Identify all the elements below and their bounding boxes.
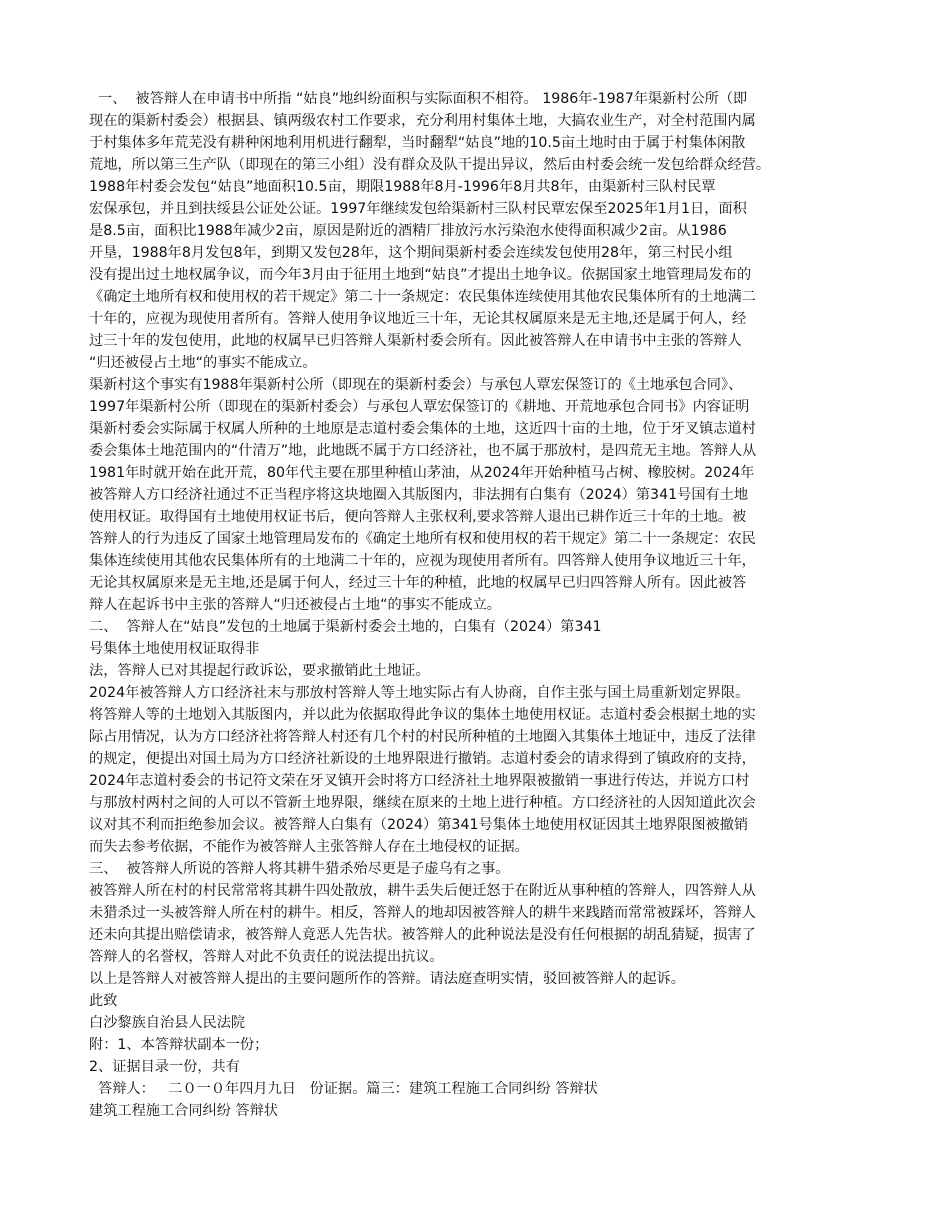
text-line: 辩人在起诉书中主张的答辩人“归还被侵占土地“的事实不能成立。 — [89, 597, 501, 613]
text-line: 而失去参考依据，不能作为被答辩人主张答辩人存在土地侵权的证据。 — [89, 839, 529, 855]
text-line: 将答辩人等的土地划入其版图内，并以此为依据取得此争议的集体土地使用权证。志道村委会根据土地的实 — [89, 707, 756, 723]
text-line: 被答辩人方口经济社通过不正当程序将这块地圈入其版图内，非法拥有白集有（2024）第341号国有土地 — [89, 487, 749, 503]
attachment-line: 附：1、本答辩状副本一份； — [89, 1037, 269, 1053]
attachment-line: 2、证据目录一份，共有 — [89, 1059, 240, 1075]
text-line: 以上是答辩人对被答辩人提出的主要问题所作的答辩。请法庭查明实情，驳回被答辩人的起诉。 — [89, 971, 685, 987]
text-line: 渠新村委会实际属于权属人所种的土地原是志道村委会集体的土地，这近四十亩的土地，位于牙叉镇志道村 — [89, 421, 756, 437]
text-line: 十年的，应视为现使用者所有。答辩人使用争议地近三十年，无论其权属原来是无主地,还是属于何人，经 — [89, 311, 747, 327]
text-line: 未猎杀过一头被答辩人所在村的耕牛。相反，答辩人的地却因被答辩人的耕牛来践踏而常常被踩坏，答辩人 — [89, 905, 756, 921]
text-line: 际占用情况，认为方口经济社将答辩人村还有几个村的村民所种植的土地圈入其集体土地证中，违反了法律 — [89, 729, 756, 745]
text-line: 宏保承包，并且到扶绥县公证处公证。1997年继续发包给渠新村三队村民覃宏保至2025年1月1日，面积 — [89, 201, 747, 217]
text-line: 建筑工程施工合同纠纷 答辩状 — [89, 1103, 278, 1119]
text-line: 使用权证。取得国有土地使用权证书后，便向答辩人主张权利,要求答辩人退出已耕作近三十年的土地。被 — [89, 509, 747, 525]
text-line: 被答辩人所在村的村民常常将其耕牛四处散放，耕牛丢失后便迁怒于在附近从事种植的答辩人，四答辩人从 — [89, 883, 756, 899]
text-line: 现在的渠新村委会）根据县、镇两级农村工作要求，充分利用村集体土地，大搞农业生产，对全村范围内属 — [89, 113, 756, 129]
text-line: “归还被侵占土地“的事实不能成立。 — [89, 355, 317, 371]
text-line: 的规定，便提出对国土局为方口经济社新设的土地界限进行撤销。志道村委会的请求得到了镇政府的支持， — [89, 751, 756, 767]
text-line: 一、 被答辩人在申请书中所指 “姑良”地纠纷面积与实际面积不相符。 1986年-1987年渠新村公所（即 — [89, 91, 748, 107]
text-line: 2024年志道村委会的书记符文荣在牙叉镇开会时将方口经济社土地界限被撤销一事进行传达，并说方口村 — [89, 773, 750, 789]
text-line: 于村集体多年荒芜没有耕种闲地利用机进行翻犁，当时翻犁“姑良”地的10.5亩土地时由于属于村集体闲散 — [89, 135, 746, 151]
text-line: 法，答辩人已对其提起行政诉讼，要求撤销此土地证。 — [89, 663, 430, 679]
text-line: 2024年被答辩人方口经济社末与那放村答辩人等土地实际占有人协商，自作主张与国土局重新划定界限。 — [89, 685, 750, 701]
text-line: 与那放村两村之间的人可以不管新土地界限，继续在原来的土地上进行种植。方口经济社的人因知道此次会 — [89, 795, 756, 811]
section-heading: 三、 被答辩人所说的答辩人将其耕牛猎杀殆尽更是子虚乌有之事。 — [89, 861, 510, 877]
text-line: 是8.5亩，面积比1988年减少2亩，原因是附近的酒精厂排放污水污染泡水使得面积减少2亩。从1986 — [89, 223, 727, 239]
text-line: 还未向其提出赔偿请求，被答辩人竟恶人先告状。被答辩人的此种说法是没有任何根据的胡乱猜疑，损害了 — [89, 927, 756, 943]
text-line: 荒地，所以第三生产队（即现在的第三小组）没有群众及队干提出异议，然后由村委会统一发包给群众经营。 — [89, 157, 771, 173]
text-line: 委会集体土地范围内的“什清万”地，此地既不属于方口经济社，也不属于那放村，是四荒无主地。答辩人从 — [89, 443, 757, 459]
closing-salutation: 此致 — [89, 993, 118, 1009]
text-line: 开垦，1988年8月发包8年，到期又发包28年，这个期间渠新村委会连续发包使用28年，第三村民小组 — [89, 245, 733, 261]
text-line: 集体连续使用其他农民集体所有的土地满二十年的，应视为现使用者所有。四答辩人使用争议地近三十年， — [89, 553, 756, 569]
text-line: 答辩人的行为违反了国家土地管理局发布的《确定土地所有权和使用权的若干规定》第二十一条规定：农民 — [89, 531, 756, 547]
text-line: 1997年渠新村公所（即现在的渠新村委会）与承包人覃宏保签订的《耕地、开荒地承包合同书》内容证明 — [89, 399, 750, 415]
text-line: 渠新村这个事实有1988年渠新村公所（即现在的渠新村委会）与承包人覃宏保签订的《土地承包合同》、 — [89, 377, 743, 393]
text-line: 无论其权属原来是无主地,还是属于何人，经过三十年的种植，此地的权属早已归四答辩人所有。因此被答 — [89, 575, 747, 591]
text-line: 没有提出过土地权属争议，而今年3月由于征用土地到“姑良”才提出土地争议。依据国家土地管理局发布的 — [89, 267, 752, 283]
text-line: 1988年村委会发包“姑良”地面积10.5亩，期限1988年8月-1996年8月共8年，由渠新村三队村民覃 — [89, 179, 716, 195]
text-line: 议对其不利而拒绝参加会议。被答辩人白集有（2024）第341号集体土地使用权证因其土地界限图被撤销 — [89, 817, 749, 833]
document-body — [89, 88, 869, 1122]
text-line: 1981年时就开始在此开荒，80年代主要在那里种植山茅油，从2024年开始种植马占树、橡胶树。2024年 — [89, 465, 755, 481]
signature-line: 答辩人： 二０一０年四月九日 份证据。篇三：建筑工程施工合同纠纷 答辩状 — [89, 1081, 598, 1097]
text-line: 答辩人的名誉权，答辩人对此不负责任的说法提出抗议。 — [89, 949, 444, 965]
text-line: 过三十年的发包使用，此地的权属早已归答辩人渠新村委会所有。因此被答辩人在申请书中主张的答辩人 — [89, 333, 742, 349]
court-name: 白沙黎族自治县人民法院 — [89, 1015, 246, 1031]
text-line: 《确定土地所有权和使用权的若干规定》第二十一条规定：农民集体连续使用其他农民集体所有的土地满二 — [89, 289, 756, 305]
text-line: 号集体土地使用权证取得非 — [89, 641, 260, 657]
section-heading: 二、 答辩人在“姑良”发包的土地属于渠新村委会土地的，白集有（2024）第341 — [89, 619, 602, 635]
